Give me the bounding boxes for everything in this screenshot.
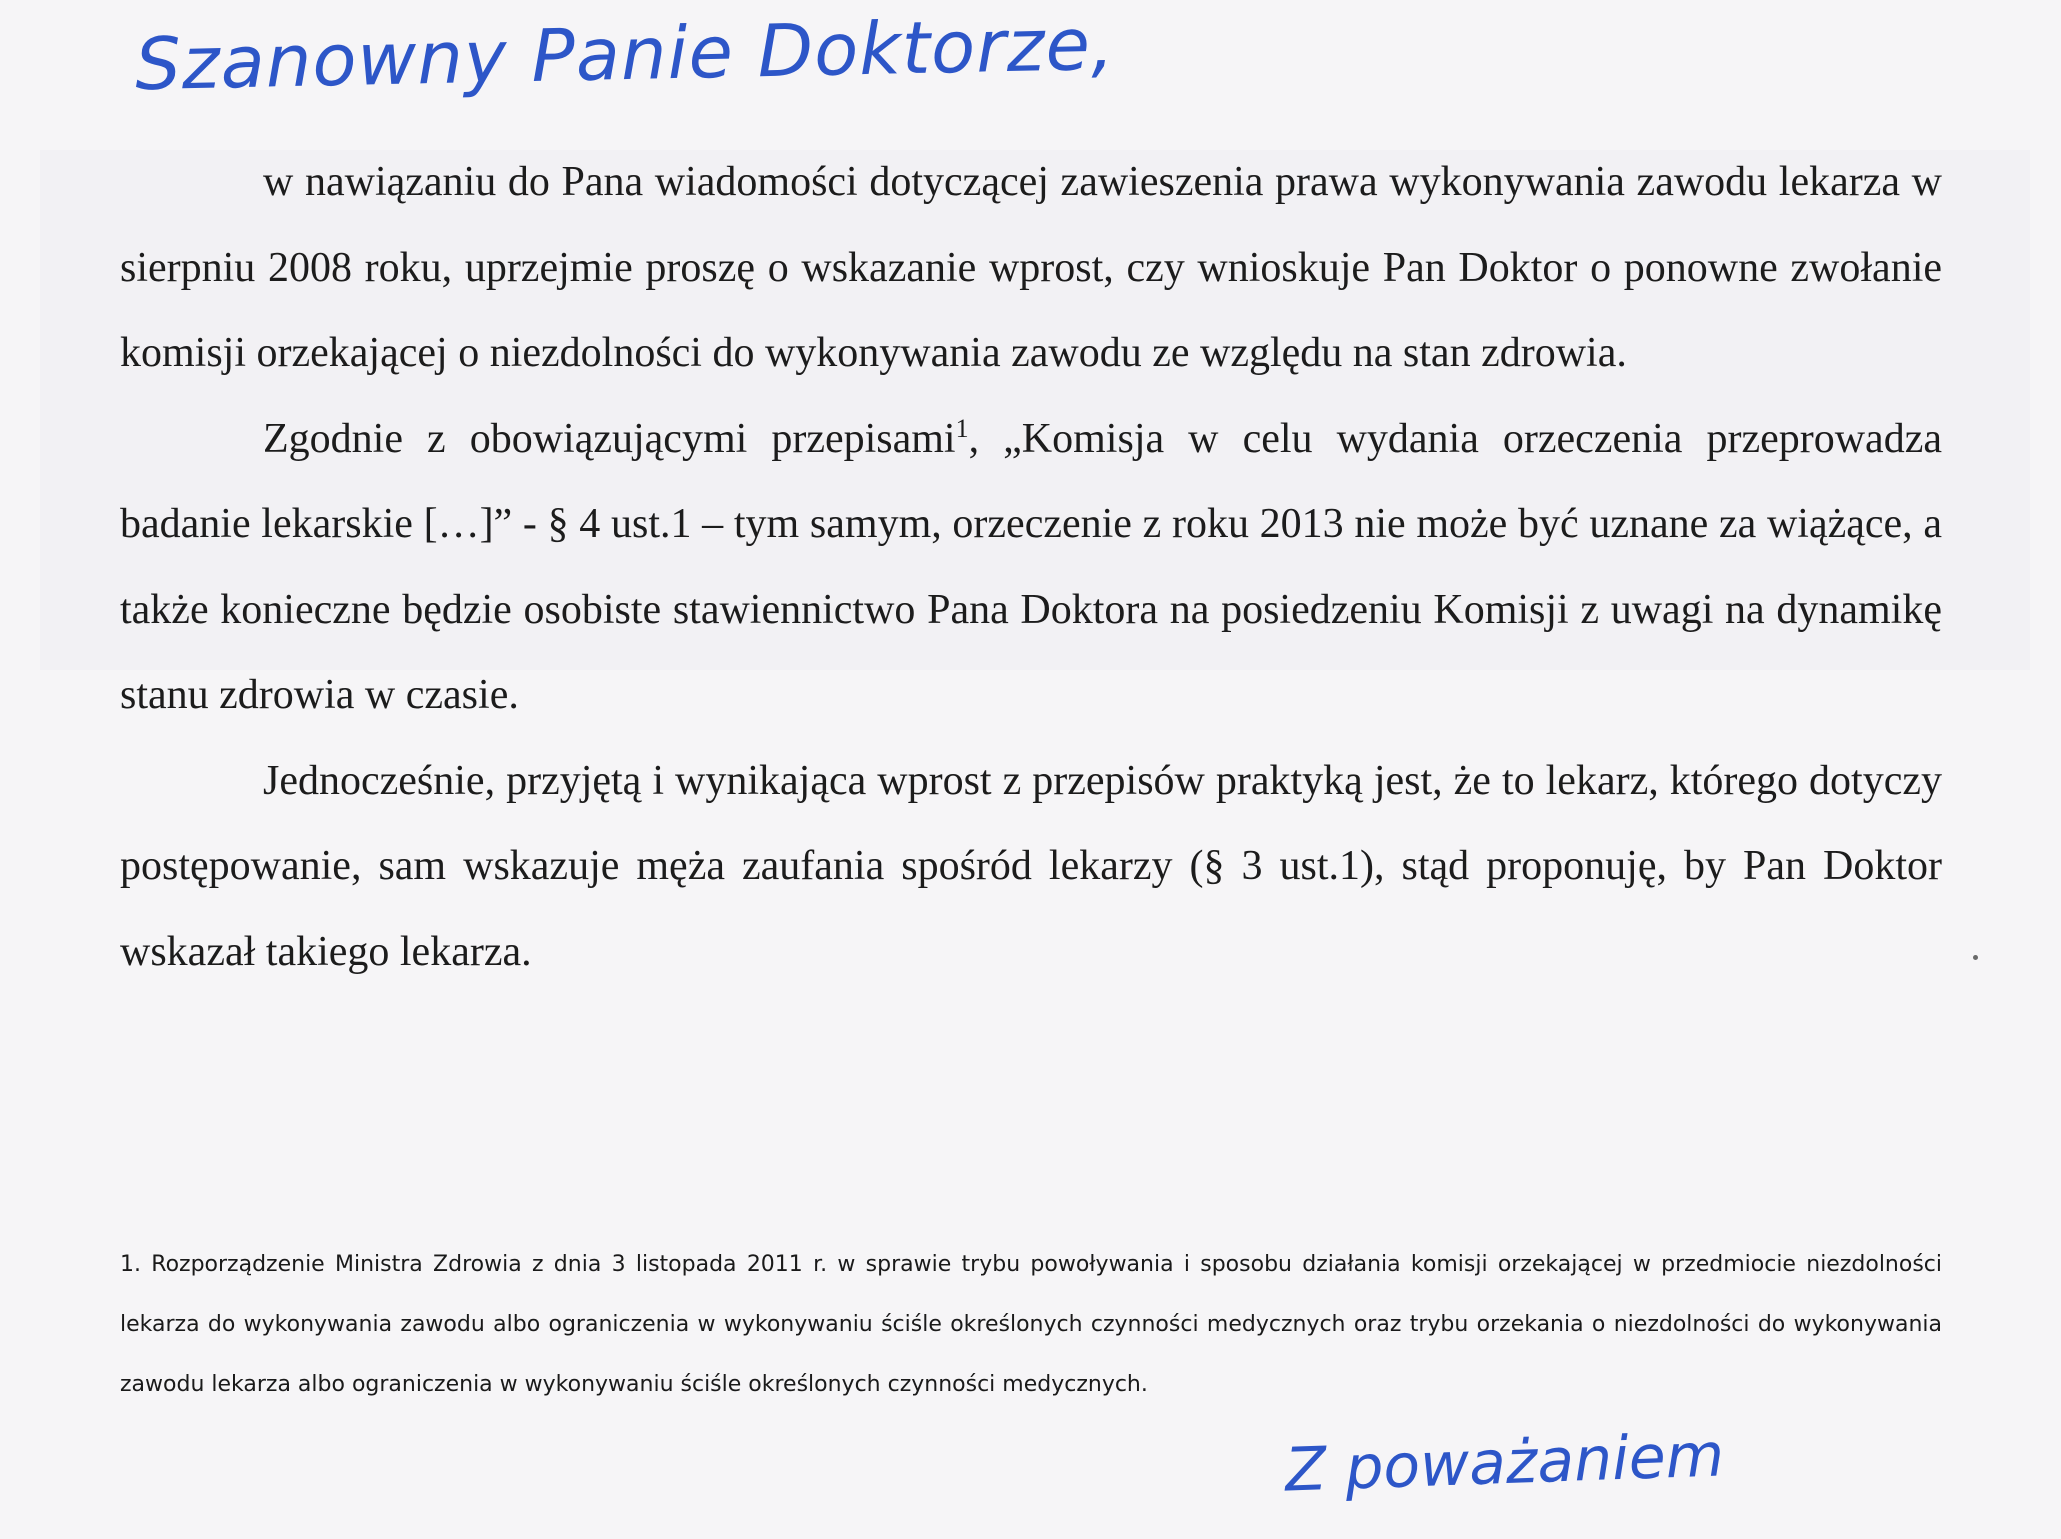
paragraph-2-text-before: Zgodnie z obowiązującymi przepisami (263, 415, 956, 462)
letter-body (120, 140, 1942, 995)
paragraph-2 (120, 397, 1942, 739)
paragraph-2-text-after: , „Komisja w celu wydania orzeczenia przeprowadza badanie lekarskie […]” - § 4 ust.1 – tym samym, orzeczenie z roku 2013 nie może być uznane za wiążące, a także konieczne będzie osobiste stawiennictwo Pana Doktora na posiedzeniu Komisji z uwagi na dynamikę stanu zdrowia w czasie. (120, 415, 1942, 718)
handwritten-greeting: Szanowny Panie Doktorze, (134, 1, 1116, 107)
footnote: 1. Rozporządzenie Ministra Zdrowia z dnia 3 listopada 2011 r. w sprawie trybu powoływania i sposobu działania komisji orzekającej w przedmiocie niezdolności lekarza do wykonywania zawodu albo ograniczenia w wykonywaniu ściśle określonych czynności medycznych oraz trybu orzekania o niezdolności do wykonywania zawodu lekarza albo ograniczenia w wykonywaniu ściśle określonych czynności medycznych. (120, 1252, 1942, 1397)
paragraph-3: Jednocześnie, przyjętą i wynikająca wprost z przepisów praktyką jest, że to lekarz, którego dotyczy postępowanie, sam wskazuje męża zaufania spośród lekarzy (§ 3 ust.1), stąd proponuję, by Pan Doktor wskazał takiego lekarza. (120, 757, 1942, 975)
scan-speck (1973, 955, 1978, 960)
paragraph-1: w nawiązaniu do Pana wiadomości dotyczącej zawieszenia prawa wykonywania zawodu lekarza w sierpniu 2008 roku, uprzejmie proszę o wskazanie wprost, czy wnioskuje Pan Doktor o ponowne zwołanie komisji orzekającej o niezdolności do wykonywania zawodu ze względu na stan zdrowia. (120, 159, 1942, 376)
handwritten-closing: Z poważaniem (1283, 1420, 1726, 1506)
footnote-reference: 1 (955, 413, 969, 443)
